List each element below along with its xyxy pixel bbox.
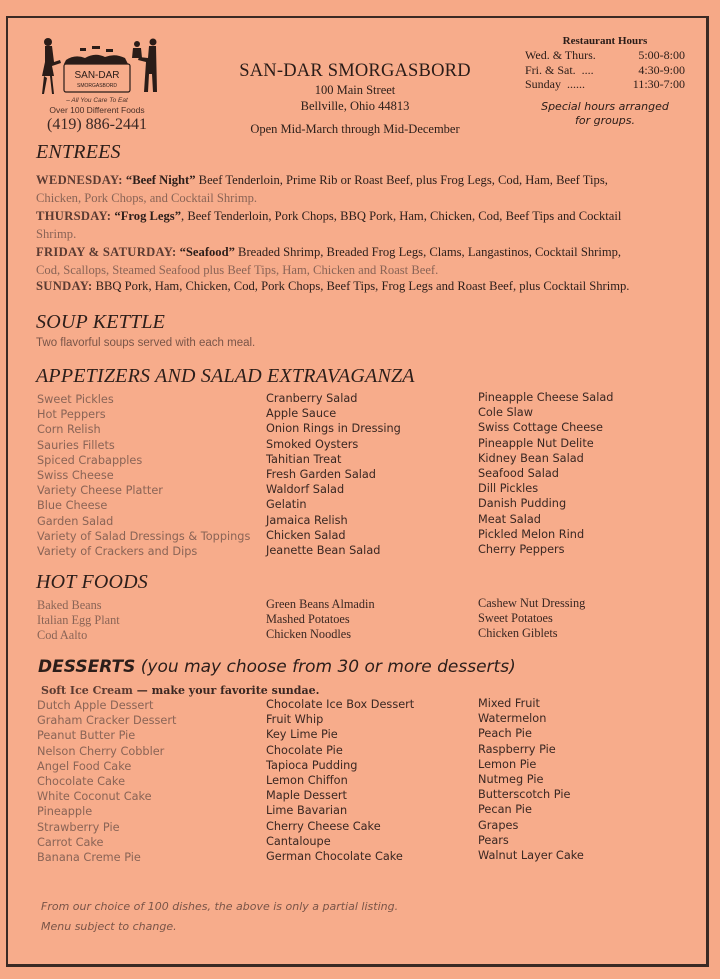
city-address: Bellville, Ohio 44813 [300, 99, 410, 113]
hours-row [525, 77, 685, 92]
menu-item: Onion Rings in Dressing [266, 422, 401, 436]
entree-wednesday [36, 171, 706, 207]
hours-time: 11:30-7:00 [632, 77, 685, 91]
desserts-heading: DESSERTS [38, 657, 136, 677]
menu-item: Blue Cheese [37, 499, 108, 513]
logo-sign-sub: SMORGASBORD [76, 83, 118, 89]
menu-item: Variety of Crackers and Dips [37, 545, 198, 559]
desserts-subheading: (you may choose from 30 or more desserts) [135, 657, 516, 677]
section-title-hot-foods: HOT FOODS [36, 571, 148, 593]
menu-item: Mixed Fruit [478, 697, 540, 710]
menu-item: Tapioca Pudding [266, 758, 358, 772]
phone-number: (419) 886-2441 [47, 116, 147, 133]
menu-item: Lime Bavarian [266, 804, 348, 818]
menu-item: Sweet Pickles [37, 393, 114, 406]
menu-item: Fruit Whip [266, 713, 324, 727]
hours-note [525, 100, 685, 128]
menu-item: Fresh Garden Salad [266, 468, 376, 482]
menu-item: Cashew Nut Dressing [478, 596, 586, 610]
menu-item: Waldorf Salad [266, 483, 345, 497]
menu-item: Green Beans Almadin [266, 597, 375, 611]
section-title-appetizers: APPETIZERS AND SALAD EXTRAVAGANZA [36, 365, 415, 387]
hours-note-line: for groups. [574, 113, 636, 127]
entree-items-cont: Shrimp. [36, 227, 77, 241]
menu-item: Peanut Butter Pie [37, 729, 136, 743]
menu-item: Watermelon [478, 712, 547, 726]
menu-item: Swiss Cheese [37, 469, 114, 483]
logo-illustration-icon [30, 32, 160, 102]
menu-item: Banana Creme Pie [37, 851, 141, 865]
hours-row [525, 48, 685, 63]
entree-friday-saturday [36, 243, 706, 279]
menu-item: Nelson Cherry Cobbler [37, 744, 165, 758]
appetizers-col-3 [478, 390, 613, 557]
menu-item: Tahitian Treat [266, 452, 342, 466]
section-title-desserts [38, 657, 516, 677]
desserts-col-2 [266, 697, 414, 864]
hours-time: 4:30-9:00 [638, 62, 685, 77]
menu-item: Seafood Salad [478, 467, 559, 481]
menu-item: Chicken Noodles [266, 627, 352, 641]
menu-item: Cole Slaw [478, 406, 533, 420]
menu-item: Sauries Fillets [37, 438, 115, 452]
appetizers-col-1 [37, 392, 250, 559]
menu-item: Sweet Potatoes [478, 611, 553, 625]
menu-item: Variety of Salad Dressings & Toppings [37, 529, 251, 543]
entree-day: WEDNESDAY: [36, 173, 123, 187]
menu-item: German Chocolate Cake [266, 850, 403, 864]
menu-item: Angel Food Cake [37, 759, 132, 773]
menu-item: Graham Cracker Dessert [37, 714, 177, 728]
section-title-soup: SOUP KETTLE [36, 311, 166, 333]
menu-item: Raspberry Pie [478, 742, 556, 756]
ice-cream-lead: Soft Ice Cream [41, 684, 133, 697]
logo [30, 32, 160, 140]
logo-foods-count: Over 100 Different Foods [49, 105, 145, 115]
menu-item: Gelatin [266, 498, 307, 512]
menu-item: Chocolate Ice Box Dessert [266, 698, 415, 711]
menu-item: Peach Pie [478, 727, 532, 741]
desserts-col-3 [478, 696, 584, 863]
logo-tagline: – All You Care To Eat [66, 97, 128, 104]
menu-item: Cherry Peppers [478, 543, 565, 557]
menu-item: Cantaloupe [266, 834, 331, 848]
soup-description: Two flavorful soups served with each meal. [36, 337, 256, 349]
menu-item: Chicken Giblets [478, 626, 558, 640]
appetizers-col-2 [266, 391, 401, 558]
menu-item: Dill Pickles [478, 482, 539, 496]
menu-item: Nutmeg Pie [478, 773, 544, 787]
menu-item: Pecan Pie [478, 803, 532, 817]
hours-row [525, 63, 685, 78]
menu-item: Cherry Cheese Cake [266, 819, 381, 833]
menu-item: Lemon Chiffon [266, 774, 348, 788]
menu-item: Variety Cheese Platter [37, 484, 163, 498]
hot-foods-col-1 [37, 598, 120, 643]
entree-theme: “Seafood” [179, 245, 235, 259]
ice-cream-rest: — make your favorite sundae. [132, 684, 320, 697]
menu-item: Key Lime Pie [266, 728, 338, 742]
ice-cream-note [41, 684, 319, 697]
hours-days: Fri. & Sat. .... [525, 62, 594, 77]
menu-item: Smoked Oysters [266, 437, 359, 451]
menu-item: Grapes [478, 818, 519, 832]
menu-item: Chicken Salad [266, 528, 346, 542]
hot-foods-col-2 [266, 597, 375, 642]
entree-thursday [36, 207, 706, 243]
logo-sign-name: SAN-DAR [74, 70, 120, 81]
menu-item: Strawberry Pie [37, 820, 120, 834]
entree-items: BBQ Pork, Ham, Chicken, Cod, Pork Chops, Beef Tips, Frog Legs and Roast Beef, plus Cocktail Shrimp. [92, 279, 630, 293]
menu-item: Pineapple Cheese Salad [478, 391, 614, 404]
menu-item: Chocolate Pie [266, 743, 343, 757]
menu-item: Cod Aalto [37, 628, 88, 642]
menu-item: Walnut Layer Cake [478, 849, 584, 863]
menu-item: Baked Beans [37, 598, 102, 612]
entree-day: FRIDAY & SATURDAY: [36, 245, 177, 259]
entree-items: Breaded Shrimp, Breaded Frog Legs, Clams, Langastinos, Cocktail Shrimp, [234, 245, 622, 259]
menu-item: Apple Sauce [266, 407, 337, 421]
menu-item: Maple Dessert [266, 789, 347, 803]
entree-theme: “Frog Legs” [114, 209, 182, 223]
menu-item: Jamaica Relish [266, 513, 348, 527]
entree-day: SUNDAY: [36, 279, 93, 293]
menu-item: Swiss Cottage Cheese [478, 421, 603, 435]
menu-item: Lemon Pie [478, 757, 537, 771]
restaurant-name: SAN-DAR SMORGASBORD [239, 61, 471, 81]
entree-theme: “Beef Night” [125, 173, 196, 187]
menu-item: Mashed Potatoes [266, 612, 350, 626]
menu-item: Hot Peppers [37, 408, 106, 422]
footer-partial-listing: From our choice of 100 dishes, the above is only a partial listing. [41, 900, 399, 913]
menu-item: Spiced Crabapples [37, 453, 143, 467]
menu-item: Meat Salad [478, 512, 541, 526]
menu-item: White Coconut Cake [37, 790, 152, 804]
hours-note-line: Special hours arranged [541, 99, 669, 113]
footer-subject-to-change: Menu subject to change. [41, 920, 177, 933]
menu-item: Danish Pudding [478, 497, 567, 511]
menu-item: Carrot Cake [37, 835, 104, 849]
menu-item: Dutch Apple Dessert [37, 699, 154, 712]
menu-item: Kidney Bean Salad [478, 451, 584, 465]
hours-days: Wed. & Thurs. [525, 48, 596, 62]
desserts-col-1 [37, 698, 176, 865]
section-title-entrees: ENTREES [36, 141, 121, 163]
entree-items: , Beef Tenderloin, Pork Chops, BBQ Pork, Ham, Chicken, Cod, Beef Tips and Cocktail [181, 209, 622, 223]
menu-item: Butterscotch Pie [478, 788, 571, 802]
restaurant-title-block [210, 60, 500, 137]
restaurant-hours [525, 35, 685, 128]
menu-item: Corn Relish [37, 423, 101, 437]
entree-items-cont: Chicken, Pork Chops, and Cocktail Shrimp. [36, 191, 258, 205]
menu-item: Jeanette Bean Salad [266, 544, 381, 558]
season-dates: Open Mid-March through Mid-December [250, 122, 460, 136]
hot-foods-col-3 [478, 596, 585, 641]
hours-title: Restaurant Hours [562, 35, 648, 47]
hours-days: Sunday ...... [525, 77, 585, 91]
menu-item: Italian Egg Plant [37, 613, 120, 627]
entree-items-cont: Cod, Scallops, Steamed Seafood plus Beef Tips, Ham, Chicken and Roast Beef. [36, 263, 439, 277]
street-address: 100 Main Street [314, 83, 396, 97]
entree-sunday [36, 277, 706, 295]
entree-items: Beef Tenderloin, Prime Rib or Roast Beef, plus Frog Legs, Cod, Ham, Beef Tips, [195, 173, 608, 187]
hours-time: 5:00-8:00 [638, 48, 685, 62]
menu-item: Cranberry Salad [266, 392, 358, 405]
menu-item: Pears [478, 833, 509, 847]
menu-item: Chocolate Cake [37, 775, 126, 789]
entree-day: THURSDAY: [36, 209, 112, 223]
menu-item: Pickled Melon Rind [478, 527, 585, 541]
menu-item: Pineapple Nut Delite [478, 436, 594, 450]
menu-item: Garden Salad [37, 514, 114, 528]
menu-item: Pineapple [37, 805, 93, 819]
